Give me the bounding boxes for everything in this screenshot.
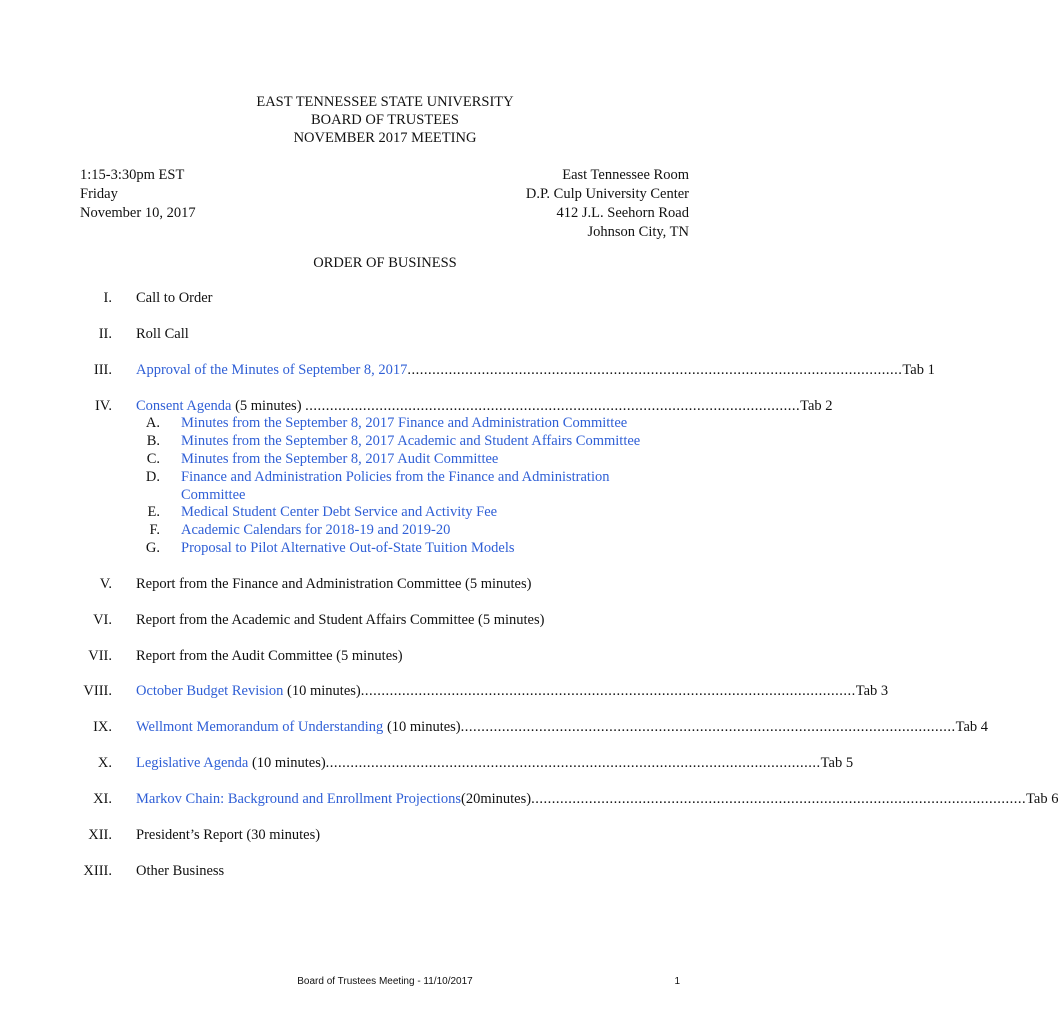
item-text: President’s Report (30 minutes) bbox=[136, 827, 321, 843]
tab-reference: Tab 5 bbox=[820, 755, 854, 771]
item-body bbox=[136, 790, 1058, 808]
page-number: 1 bbox=[674, 976, 680, 987]
subitem-link[interactable]: Finance and Administration Policies from the Finance and Administration Committee bbox=[181, 469, 610, 503]
agenda-item bbox=[0, 826, 770, 844]
meeting-day: Friday bbox=[80, 186, 118, 202]
subitem-link[interactable]: Minutes from the September 8, 2017 Academic and Student Affairs Committee bbox=[181, 433, 641, 449]
location-room: East Tennessee Room bbox=[562, 167, 689, 183]
subitem-letter: F. bbox=[149, 522, 160, 538]
dot-leader: ........................................................................................................................ bbox=[305, 398, 801, 414]
university-name: EAST TENNESSEE STATE UNIVERSITY bbox=[256, 94, 514, 110]
item-number: V. bbox=[99, 576, 112, 592]
item-duration: (5 minutes) bbox=[231, 398, 306, 414]
agenda-item bbox=[0, 790, 1058, 808]
dot-leader: ........................................................................................................................ bbox=[460, 719, 956, 735]
item-number: XI. bbox=[93, 791, 112, 807]
agenda-item bbox=[0, 862, 770, 880]
subitem-letter: G. bbox=[145, 540, 160, 556]
item-number: X. bbox=[97, 755, 112, 771]
item-duration: (10 minutes) bbox=[283, 683, 361, 699]
item-number: I. bbox=[103, 290, 112, 306]
item-number: VII. bbox=[88, 648, 112, 664]
meeting-date: November 10, 2017 bbox=[80, 205, 196, 221]
dot-leader: ........................................................................................................................ bbox=[325, 755, 821, 771]
subitem-letter: C. bbox=[146, 451, 160, 467]
subitem-letter: A. bbox=[145, 415, 160, 431]
subitem-letter: E. bbox=[147, 504, 160, 520]
agenda-item bbox=[0, 289, 770, 307]
subitem-link[interactable]: Minutes from the September 8, 2017 Finance and Administration Committee bbox=[181, 415, 628, 431]
item-body bbox=[136, 397, 833, 415]
consent-agenda-link[interactable]: Consent Agenda bbox=[136, 398, 232, 414]
subitem-letter: D. bbox=[145, 469, 160, 485]
minutes-approval-link[interactable]: Approval of the Minutes of September 8, 2017 bbox=[136, 362, 408, 378]
tab-reference: Tab 1 bbox=[902, 362, 935, 378]
item-number: XIII. bbox=[83, 863, 112, 879]
item-duration: (10 minutes) bbox=[383, 719, 461, 735]
subitem-letter: B. bbox=[146, 433, 160, 449]
item-duration: (10 minutes) bbox=[248, 755, 326, 771]
dot-leader: ........................................................................................................................ bbox=[407, 362, 903, 378]
subitem-link[interactable]: Proposal to Pilot Alternative Out-of-State Tuition Models bbox=[181, 540, 515, 556]
location-city: Johnson City, TN bbox=[587, 224, 689, 240]
item-number: III. bbox=[93, 362, 112, 378]
legislative-agenda-link[interactable]: Legislative Agenda bbox=[136, 755, 249, 771]
item-text: Report from the Finance and Administration Committee (5 minutes) bbox=[136, 576, 532, 592]
item-text: Report from the Audit Committee (5 minutes) bbox=[136, 648, 403, 664]
agenda-item bbox=[0, 647, 770, 665]
dot-leader: ........................................................................................................................ bbox=[531, 791, 1027, 807]
tab-reference: Tab 6 bbox=[1026, 791, 1058, 807]
item-text: Roll Call bbox=[136, 326, 189, 342]
item-body bbox=[136, 682, 889, 700]
markov-chain-link[interactable]: Markov Chain: Background and Enrollment Projections bbox=[136, 791, 461, 807]
item-duration: (20minutes) bbox=[460, 791, 532, 807]
agenda-item bbox=[0, 575, 770, 593]
meeting-location-block bbox=[526, 166, 689, 242]
location-street: 412 J.L. Seehorn Road bbox=[556, 205, 689, 221]
agenda-item bbox=[0, 718, 989, 736]
board-name: BOARD OF TRUSTEES bbox=[311, 112, 459, 128]
location-building: D.P. Culp University Center bbox=[525, 186, 689, 202]
document-header bbox=[0, 93, 770, 147]
subitem-link[interactable]: Medical Student Center Debt Service and Activity Fee bbox=[181, 504, 498, 520]
wellmont-mou-link[interactable]: Wellmont Memorandum of Understanding bbox=[136, 719, 384, 735]
budget-revision-link[interactable]: October Budget Revision bbox=[136, 683, 284, 699]
agenda-item bbox=[0, 754, 854, 772]
dot-leader: ........................................................................................................................ bbox=[360, 683, 856, 699]
item-body bbox=[136, 361, 935, 379]
item-number: VIII. bbox=[83, 683, 112, 699]
item-body bbox=[136, 718, 989, 736]
item-number: II. bbox=[98, 326, 112, 342]
item-number: XII. bbox=[88, 827, 112, 843]
tab-reference: Tab 3 bbox=[855, 683, 889, 699]
item-text: Other Business bbox=[136, 863, 225, 879]
meeting-time: 1:15-3:30pm EST bbox=[80, 167, 185, 183]
item-body bbox=[136, 754, 854, 772]
item-text: Call to Order bbox=[136, 290, 213, 306]
agenda-item bbox=[0, 325, 770, 343]
item-number: IV. bbox=[94, 398, 112, 414]
agenda-item bbox=[0, 611, 770, 629]
item-number: VI. bbox=[93, 612, 112, 628]
tab-reference: Tab 4 bbox=[955, 719, 989, 735]
agenda-item bbox=[0, 361, 935, 379]
meeting-title: NOVEMBER 2017 MEETING bbox=[293, 130, 477, 146]
agenda-item bbox=[0, 682, 889, 700]
tab-reference: Tab 2 bbox=[800, 398, 833, 414]
item-text: Report from the Academic and Student Affairs Committee (5 minutes) bbox=[136, 612, 545, 628]
item-number: IX. bbox=[93, 719, 112, 735]
subitem-link[interactable]: Academic Calendars for 2018-19 and 2019-20 bbox=[181, 522, 451, 538]
order-of-business-title: ORDER OF BUSINESS bbox=[313, 255, 457, 271]
meeting-time-block bbox=[80, 166, 196, 223]
agenda-item bbox=[0, 397, 833, 415]
subitem-link[interactable]: Minutes from the September 8, 2017 Audit Committee bbox=[181, 451, 499, 467]
footer-text: Board of Trustees Meeting - 11/10/2017 bbox=[297, 976, 473, 987]
